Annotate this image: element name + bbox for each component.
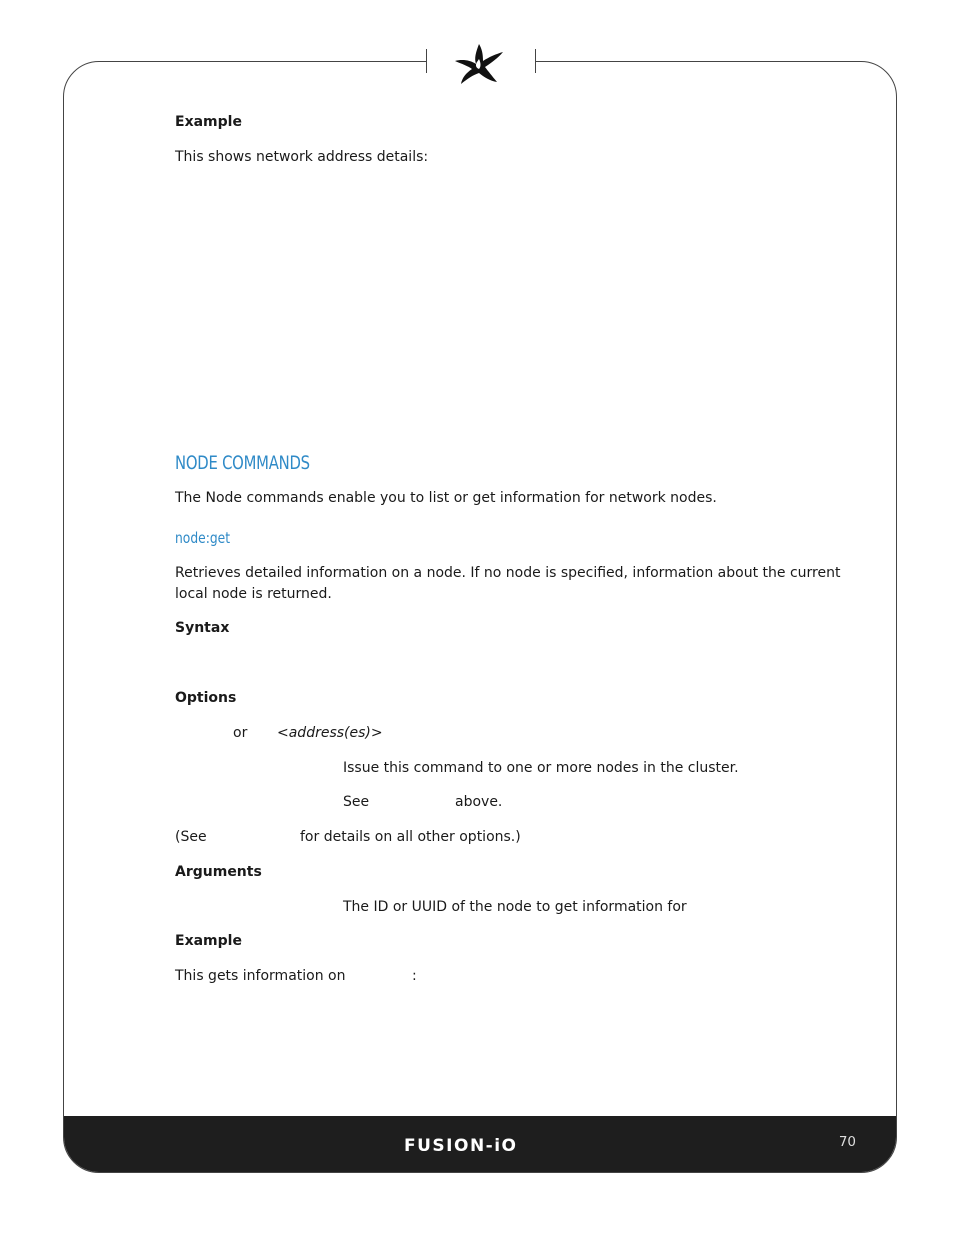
example-suffix: : (412, 968, 417, 984)
example-heading: Example (175, 114, 242, 130)
svg-text:FUSION-iO: FUSION-iO (404, 1136, 518, 1156)
option-description: Issue this command to one or more nodes in the cluster. (343, 760, 739, 776)
fusion-io-star-icon (452, 42, 506, 86)
see-all-suffix: for details on all other options.) (300, 829, 521, 845)
page-footer (64, 1116, 896, 1172)
option-argument: <address(es)> (277, 725, 383, 741)
see-all-prefix: (See (175, 829, 207, 845)
page-frame (63, 61, 897, 1173)
fusion-io-logo (404, 1134, 554, 1156)
example-prefix: This gets information on (175, 968, 346, 984)
description-line: Retrieves detailed information on a node. If no node is specified, information about the current (175, 565, 841, 581)
see-above: above. (455, 794, 503, 810)
header-divider (426, 49, 427, 73)
argument-description: The ID or UUID of the node to get information for (343, 899, 687, 915)
description-line: local node is returned. (175, 586, 332, 602)
section-intro: The Node commands enable you to list or get information for network nodes. (175, 490, 717, 506)
section-title: NODE COMMANDS (175, 452, 310, 474)
syntax-heading: Syntax (175, 620, 230, 636)
example-text: This shows network address details: (175, 149, 429, 165)
page-number: 70 (838, 1134, 856, 1150)
see-label: See (343, 794, 370, 810)
option-or: or (233, 725, 248, 741)
options-heading: Options (175, 690, 237, 706)
arguments-heading: Arguments (175, 864, 262, 880)
example-heading: Example (175, 933, 242, 949)
subsection-title: node:get (175, 529, 231, 547)
header-divider (535, 49, 536, 73)
